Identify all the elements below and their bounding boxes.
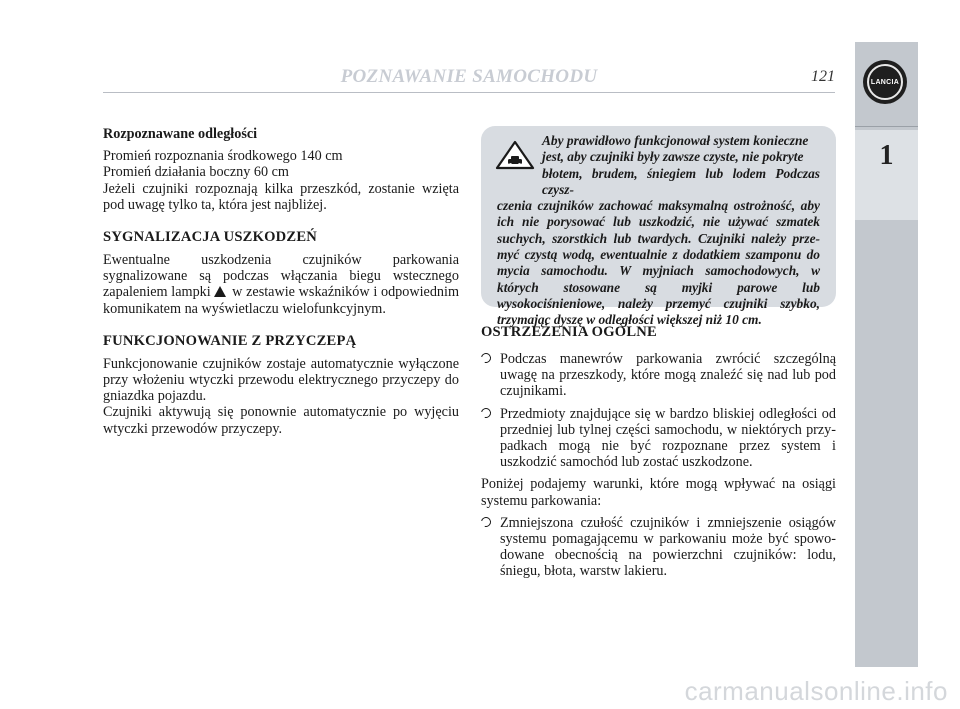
left-column: [103, 126, 459, 437]
list-item: Podczas manewrów parkowania zwrócić szczególną uwagę na przeszkody, które mogą znaleźć się nad lub pod czujnikami.: [481, 351, 836, 400]
bullet-icon: [479, 351, 493, 365]
right-column: [481, 126, 836, 586]
warning-triangle-icon: [495, 140, 535, 170]
trailer-paragraph-1: Funkcjonowanie czujników zostaje automatycznie wyłączone przy włożeniu wtyczki przewodu elektrycznego przyczepy do gniazdka pojazdu.: [103, 355, 459, 405]
sidebar-divider: [855, 126, 918, 127]
bullet-icon: [479, 406, 493, 420]
lancia-logo-icon: [863, 60, 907, 104]
conditions-intro: Poniżej podajemy warunki, które mogą wpływać na osiągi systemu parkowania:: [481, 476, 836, 509]
conditions-list: [481, 515, 836, 580]
header-divider: [103, 92, 835, 93]
page-number: 121: [811, 68, 835, 85]
distances-line-central: Promień rozpoznania środkowego 140 cm: [103, 148, 343, 165]
distances-line-side: Promień działania boczny 60 cm: [103, 164, 289, 181]
watermark: carmanualsonline.info: [684, 676, 948, 706]
warning-lamp-icon: [214, 286, 226, 297]
list-item: Przedmioty znajdujące się w bardzo bliskiej odległości od przedniej lub tylnej części samochodu, w niektórych przy- padkach mogą nie być rozpoznane przez system i uszkodzić samochód lub zostać uszkodzone.: [481, 406, 836, 471]
general-warnings-heading: OSTRZEŻENIA OGÓLNE: [481, 324, 657, 340]
warning-box: [481, 126, 836, 328]
list-item: Zmniejszona czułość czujników i zmniejszenie osiągów systemu pomagającemu w parkowaniu może być spowo- dowane obecnością na powierzchni czujników: lodu, śniegu, błota, warstw lakieru.: [481, 515, 836, 580]
general-warnings-list: [481, 351, 836, 470]
section-title: POZNAWANIE SAMOCHODU: [340, 66, 598, 87]
trailer-heading: FUNKCJONOWANIE Z PRZYCZEPĄ: [103, 332, 357, 349]
page-header: [103, 64, 835, 98]
bullet-icon: [479, 515, 493, 529]
trailer-paragraph-2: Czujniki aktywują się ponownie automatycznie po wyjęciu wtyczki przewodów przyczepy.: [103, 404, 459, 437]
fault-heading: SYGNALIZACJA USZKODZEŃ: [103, 229, 318, 246]
distances-heading: Rozpoznawane odległości: [103, 126, 258, 142]
chapter-number: 1: [879, 140, 894, 171]
warning-text: Aby prawidłowo funkcjonował system konieczne jest, aby czujniki były zawsze czyste, nie pokryte błotem, brudem, śniegiem lub lodem Podczas czysz- czenia czujników zachować maksymalną ostrożność, aby ich nie porysować lub uszkodzić, nie używać szmatek suchych, szorstkich lub twardych. Czujniki należy prze- myć czystą wodą, ewentualnie z dodatkiem szamponu do mycia samochodu. W myjniach samochodowych, w których stosowane są myjki parowe lub wysokociśnieniowe, należy przemyć czujniki szybko, trzymając dyszę w odległości większej niż 10 cm.: [497, 133, 820, 328]
chapter-sidebar: [855, 42, 918, 667]
fault-paragraph: Ewentualne uszkodzenia czujników parkowania sygnalizowane są podczas włączania biegu wstecznego zapaleniem lampki w zestawie wskaźników i odpowiednim komunikatem na wyświetlaczu wielofunkcyjnym.: [103, 252, 459, 317]
distances-line-nearest: Jeżeli czujniki rozpoznają kilka przeszkód, zostanie wzięta pod uwagę tylko ta, która jest najbliżej.: [103, 180, 459, 213]
logo-text: LANCIA: [870, 78, 900, 86]
chapter-tab[interactable]: [855, 130, 918, 220]
